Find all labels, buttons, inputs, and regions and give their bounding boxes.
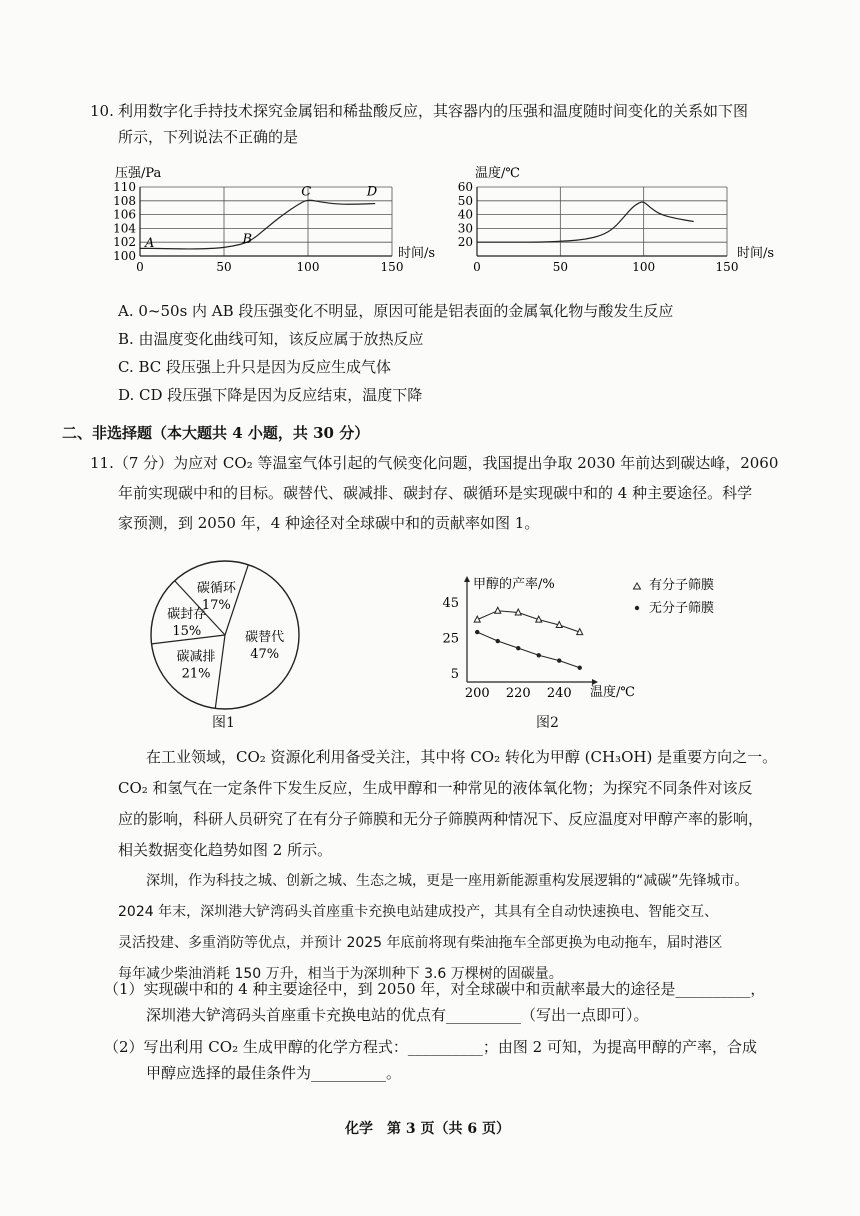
temperature-series-line — [477, 202, 694, 242]
page-footer: 化学 第 3 页（共 6 页） — [345, 1121, 510, 1137]
pressure-ytick-102: 102 — [113, 235, 136, 250]
methanol-yield-chart — [415, 570, 745, 705]
pressure-xtick-100: 100 — [296, 260, 320, 274]
temperature-ytick-60: 60 — [457, 180, 473, 194]
para1-line2: CO₂ 和氢气在一定条件下发生反应，生成甲醇和一种常见的液体氧化物；为探究不同条件对该反 — [118, 779, 753, 797]
para2-line1: 深圳，作为科技之城、创新之城、生态之城，更是一座用新能源重构发展逻辑的“减碳”先锋城市。 — [146, 873, 749, 889]
sub2-line2: 甲醇应选择的最佳条件为__________。 — [146, 1064, 402, 1082]
q10-option-a: A. 0~50s 内 AB 段压强变化不明显，原因可能是铝表面的金属氧化物与酸发生反应 — [118, 302, 674, 320]
methanol-legend — [634, 578, 715, 616]
legend-triangle-marker — [634, 583, 641, 589]
methanol-point-dot-4 — [557, 658, 561, 662]
methanol-ytick-45: 45 — [442, 595, 459, 611]
pressure-xtick-labels — [136, 260, 403, 274]
q10-option-c: C. BC 段压强上升只是因为反应生成气体 — [118, 358, 392, 376]
pie-label-3: 碳循环 — [196, 581, 236, 597]
section-title: 二、非选择题（本大题共 4 小题，共 30 分） — [62, 424, 370, 442]
temperature-ylabel: 温度/℃ — [475, 166, 520, 181]
para2-line2: 2024 年末，深圳港大铲湾码头首座重卡充换电站建成投产，其具有全自动快速换电、智能交互、 — [118, 904, 719, 920]
pressure-ytick-108: 108 — [113, 193, 136, 208]
pie-label-2: 碳封存 — [167, 606, 207, 622]
methanol-ytick-5: 5 — [450, 667, 459, 683]
pressure-ytick-104: 104 — [113, 221, 136, 236]
q11-intro-line2: 年前实现碳中和的目标。碳替代、碳减排、碳封存、碳循环是实现碳中和的 4 种主要途径。科学 — [118, 484, 753, 502]
pressure-ytick-106: 106 — [113, 207, 136, 222]
q10-stem-line2: 所示，下列说法不正确的是 — [118, 128, 299, 146]
methanol-point-dot-3 — [537, 653, 541, 657]
pressure-ytick-100: 100 — [113, 249, 136, 263]
q10-option-b: B. 由温度变化曲线可知，该反应属于放热反应 — [118, 330, 424, 348]
pie-chart — [140, 555, 310, 715]
q10-number: 10. — [90, 102, 114, 120]
pressure-xtick-50: 50 — [216, 260, 232, 274]
methanol-ytick-25: 25 — [442, 631, 459, 647]
pie-value-1: 21% — [181, 666, 211, 682]
pie-value-3: 17% — [201, 598, 231, 614]
pie-slice-border-1 — [215, 635, 225, 708]
methanol-ytick-labels — [442, 596, 459, 682]
legend-series-2: 无分子筛膜 — [649, 601, 715, 616]
pressure-point-label-D: D — [366, 184, 378, 200]
methanol-series-line-0 — [477, 611, 580, 632]
pie-value-0: 47% — [250, 647, 280, 663]
methanol-point-dot-5 — [578, 666, 582, 670]
pressure-annotations — [144, 184, 378, 251]
temperature-ytick-20: 20 — [457, 235, 473, 250]
temperature-grid — [477, 187, 727, 256]
pie-value-2: 15% — [172, 623, 202, 639]
pressure-series-line — [140, 200, 375, 252]
pie-label-1: 碳减排 — [176, 649, 216, 665]
q11-intro-line1: 11.（7 分）为应对 CO₂ 等温室气体引起的气候变化问题，我国提出争取 2030 年前达到碳达峰，2060 — [90, 454, 779, 472]
pie-label-0: 碳替代 — [245, 630, 285, 646]
methanol-xtick-labels — [465, 686, 572, 701]
methanol-point-triangle-1 — [495, 607, 501, 613]
pressure-xtick-0: 0 — [136, 260, 144, 274]
para1-line1: 在工业领域，CO₂ 资源化利用备受关注，其中将 CO₂ 转化为甲醇 (CH₃OH) 是重要方向之一。 — [146, 748, 778, 766]
para1-line4: 相关数据变化趋势如图 2 所示。 — [118, 841, 333, 859]
pressure-ytick-110: 110 — [113, 180, 136, 194]
temperature-xtick-labels — [473, 260, 738, 274]
pressure-point-label-C: C — [301, 184, 312, 200]
methanol-ylabel: 甲醇的产率/% — [473, 577, 555, 592]
para2-line4: 每年减少柴油消耗 150 万升，相当于为深圳种下 3.6 万棵树的固碳量。 — [118, 966, 563, 982]
methanol-xtick-220: 220 — [505, 686, 531, 701]
q11-intro-line3: 家预测，到 2050 年，4 种途径对全球碳中和的贡献率如图 1。 — [118, 514, 540, 532]
legend-series-1: 有分子筛膜 — [649, 578, 715, 593]
methanol-y-arrow — [464, 576, 470, 582]
pressure-point-label-A: A — [145, 236, 155, 252]
q10-stem-line1: 利用数字化手持技术探究金属铝和稀盐酸反应，其容器内的压强和温度随时间变化的关系如下图 — [118, 102, 749, 120]
temperature-xtick-100: 100 — [632, 260, 656, 274]
fig2-caption: 图2 — [536, 715, 559, 731]
pressure-xlabel: 时间/s — [398, 246, 436, 261]
pressure-xtick-150: 150 — [380, 260, 404, 274]
methanol-point-dot-2 — [516, 646, 520, 650]
temperature-ytick-labels — [458, 180, 473, 249]
methanol-xtick-200: 200 — [464, 686, 490, 701]
methanol-series — [474, 607, 583, 670]
para2-line3: 灵活投建、多重消防等优点，并预计 2025 年底前将现有柴油拖车全部更换为电动拖车，届时港区 — [118, 935, 723, 951]
methanol-point-dot-1 — [496, 639, 500, 643]
temperature-xtick-50: 50 — [552, 260, 568, 274]
methanol-point-dot-0 — [475, 630, 479, 634]
temperature-xtick-0: 0 — [473, 260, 481, 274]
pressure-ytick-labels — [113, 180, 136, 263]
pressure-point-label-B: B — [242, 231, 253, 247]
fig1-caption: 图1 — [212, 715, 235, 731]
pressure-ylabel: 压强/Pa — [115, 166, 162, 181]
methanol-xtick-240: 240 — [546, 686, 572, 701]
q10-option-d: D. CD 段压强下降是因为反应结束，温度下降 — [118, 386, 423, 404]
sub2-line1: （2）写出利用 CO₂ 生成甲醇的化学方程式：__________；由图 2 可知，为提高甲醇的产率，合成 — [104, 1038, 757, 1056]
temperature-ytick-30: 30 — [457, 221, 473, 236]
methanol-series-line-1 — [477, 632, 580, 668]
para1-line3: 应的影响，科研人员研究了在有分子筛膜和无分子筛膜两种情况下、反应温度对甲醇产率的影响， — [118, 810, 764, 828]
sub1-line2: 深圳港大铲湾码头首座重卡充换电站的优点有__________（写出一点即可）。 — [146, 1006, 649, 1024]
temperature-ytick-50: 50 — [457, 193, 473, 208]
temperature-xtick-150: 150 — [715, 260, 739, 274]
sub1-line1: （1）实现碳中和的 4 种主要途径中，到 2050 年，对全球碳中和贡献率最大的途径是__________， — [104, 980, 766, 998]
legend-dot-marker — [635, 606, 639, 610]
methanol-xlabel: 温度/℃ — [590, 685, 635, 700]
pressure-grid — [140, 187, 392, 256]
temperature-chart — [445, 160, 775, 280]
temperature-ytick-40: 40 — [457, 207, 473, 222]
pressure-chart — [110, 160, 436, 280]
temperature-xlabel: 时间/s — [737, 246, 775, 261]
